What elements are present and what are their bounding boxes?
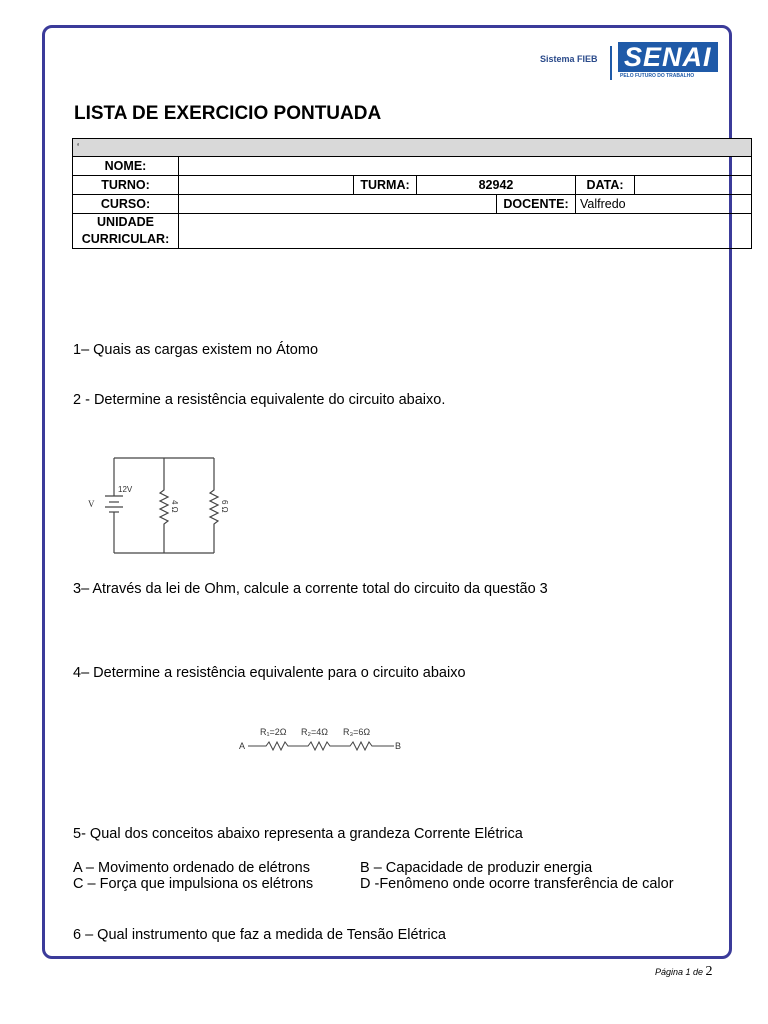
docente-label: DOCENTE: bbox=[497, 195, 576, 214]
data-label: DATA: bbox=[576, 176, 635, 195]
source-label: V bbox=[88, 499, 95, 509]
question-4: 4– Determine a resistência equivalente para o circuito abaixo bbox=[73, 665, 466, 681]
logo-divider bbox=[610, 46, 612, 80]
unidade-curricular-label bbox=[73, 214, 179, 249]
turno-label: TURNO: bbox=[73, 176, 179, 195]
nome-field[interactable] bbox=[179, 157, 752, 176]
parallel-circuit-diagram bbox=[78, 450, 228, 560]
turma-value: 82942 bbox=[417, 176, 576, 195]
unidade-label-line2: CURRICULAR: bbox=[81, 232, 170, 246]
logo-brand: SENAI bbox=[618, 42, 718, 72]
curso-label: CURSO: bbox=[73, 195, 179, 214]
voltage-label: 12V bbox=[118, 485, 133, 494]
unidade-label-line1: UNIDADE bbox=[97, 215, 154, 229]
nome-label: NOME: bbox=[73, 157, 179, 176]
question-5: 5- Qual dos conceitos abaixo representa a grandeza Corrente Elétrica bbox=[73, 826, 523, 842]
page-title: LISTA DE EXERCICIO PONTUADA bbox=[74, 103, 382, 124]
series-r2-label: R₂=4Ω bbox=[301, 727, 328, 737]
question-1: 1– Quais as cargas existem no Átomo bbox=[73, 342, 319, 358]
series-r3-label: R₃=6Ω bbox=[343, 727, 371, 737]
option-b: B – Capacidade de produzir energia bbox=[360, 860, 593, 876]
turma-label: TURMA: bbox=[354, 176, 417, 195]
unidade-curricular-field[interactable] bbox=[179, 214, 752, 249]
docente-value: Valfredo bbox=[576, 195, 752, 214]
header-shaded-row: ‘ bbox=[73, 139, 752, 157]
page-number-text: Página 1 de bbox=[655, 967, 706, 977]
page-total: 2 bbox=[705, 964, 713, 979]
question-3: 3– Através da lei de Ohm, calcule a corrente total do circuito da questão 3 bbox=[73, 581, 548, 597]
turno-field[interactable] bbox=[179, 176, 354, 195]
logo-system-text: Sistema FIEB bbox=[540, 54, 598, 64]
curso-field[interactable] bbox=[179, 195, 497, 214]
option-d: D -Fenômeno onde ocorre transferência de calor bbox=[360, 876, 674, 892]
option-a: A – Movimento ordenado de elétrons bbox=[73, 860, 310, 876]
student-info-table bbox=[72, 138, 752, 249]
question-6: 6 – Qual instrumento que faz a medida de Tensão Elétrica bbox=[73, 927, 446, 943]
series-r1-label: R₁=2Ω bbox=[260, 727, 287, 737]
node-b-label: B bbox=[395, 741, 402, 751]
resistor-1-label: 4 Ω bbox=[170, 500, 179, 513]
data-field[interactable] bbox=[635, 176, 752, 195]
node-a-label: A bbox=[239, 741, 246, 751]
option-c: C – Força que impulsiona os elétrons bbox=[73, 876, 314, 892]
question-2: 2 - Determine a resistência equivalente do circuito abaixo. bbox=[73, 392, 446, 408]
logo-tagline: PELO FUTURO DO TRABALHO bbox=[620, 73, 695, 79]
series-circuit-diagram bbox=[238, 722, 404, 756]
page-number bbox=[655, 964, 713, 980]
resistor-2-label: 6 Ω bbox=[220, 500, 229, 513]
